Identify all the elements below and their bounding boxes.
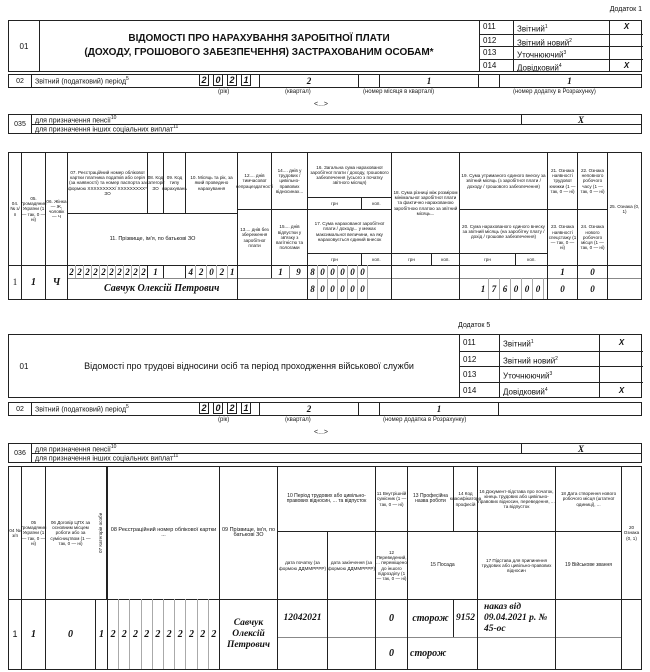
- b-header-15: 15 Посада: [407, 531, 477, 599]
- report-type-label: Звітний$^1$: [499, 335, 599, 351]
- year-caption-b: (рік): [218, 417, 230, 423]
- header-07: 07. Реєстраційний номер облікової картки платника податків або серія (за наявності) та номер паспорта за формою ХХХХХХХХХ/ ХХХХХХХХХ* ЗО: [67, 153, 147, 213]
- header-22: 22. Ознака неповного робочого часу (1 — так, 0 — ні): [577, 153, 607, 209]
- header-05: 05. Громадянин України (1 — так, 0 — ні): [21, 153, 45, 265]
- digit-cell[interactable]: 2: [132, 265, 140, 278]
- b-header-10b: дата закінчення (за формою ДДММРРРР): [327, 531, 375, 599]
- header-06: 06. Жінка — Ж, чоловік — Ч: [45, 153, 67, 265]
- b-header-17: 17 Підстава для припинення трудових або цивільно-правових відносин: [477, 531, 555, 599]
- row-withheld-sum[interactable]: [459, 278, 547, 299]
- quarter-caption-b: (квартал): [285, 417, 311, 423]
- b-header-18: 18 Дата створення нового робочого місця (штатної одиниці), ...: [555, 467, 621, 531]
- header-04: 04. № з/п: [10, 201, 20, 217]
- b-row-prof-code[interactable]: 9152: [453, 599, 477, 637]
- report-type-code: 014: [463, 385, 477, 395]
- form-header-block: [8, 20, 642, 72]
- digit-cell[interactable]: 0: [511, 278, 522, 299]
- b-header-20: 20 Ознака (0, 1): [621, 467, 641, 599]
- header-09: 09. Код типу нарахувань: [163, 153, 185, 213]
- report-type-mark[interactable]: [599, 352, 643, 368]
- b-row-gph[interactable]: 0: [45, 599, 95, 669]
- digit-cell[interactable]: 2: [108, 599, 119, 669]
- b-header-06: 06 Договір ЦПХ за основним місцем роботи або за сумісництвом (1 — так, 0 — ні): [45, 467, 95, 599]
- digit-cell[interactable]: 2: [140, 265, 148, 278]
- appendix-number-value[interactable]: 1: [499, 75, 639, 87]
- digit-cell[interactable]: 0: [533, 278, 544, 299]
- header-25: 25. Ознака (0, 1): [607, 153, 641, 265]
- row-month-year[interactable]: [185, 265, 237, 278]
- header-17-grn: грн: [307, 253, 361, 265]
- report-type-label: Звітний новий$^2$: [513, 35, 609, 48]
- report-type-list: [479, 21, 643, 71]
- digit-cell[interactable]: 2: [84, 265, 92, 278]
- digit-cell[interactable]: 0: [348, 265, 358, 278]
- digit-cell[interactable]: 0: [318, 278, 328, 299]
- year-caption: (рік): [218, 89, 230, 95]
- report-type-mark[interactable]: X: [599, 335, 643, 351]
- social-label-b: для призначення інших соціальних виплат$^{11}$: [35, 453, 179, 463]
- row-limited-sum[interactable]: [307, 278, 391, 299]
- digit-cell[interactable]: 0: [328, 278, 338, 299]
- report-type-row: [459, 366, 643, 382]
- pension-label: для призначення пенсії$^{10}$: [35, 115, 117, 125]
- row-name[interactable]: Савчук Олексій Петрович: [67, 278, 237, 299]
- digit-cell[interactable]: 1: [478, 278, 489, 299]
- b-row-name[interactable]: Савчук Олексій Петрович: [219, 599, 277, 669]
- header-14: 14.... днів у трудових / цивільно-правових відносинах...: [271, 153, 307, 209]
- b-row-internal[interactable]: 0: [375, 599, 407, 637]
- annex-5-label: Додаток 5: [458, 322, 491, 329]
- code-035: 035: [14, 120, 26, 128]
- header-15: 15.... днів відпустки у зв'язку з вагітністю та пологами: [271, 209, 307, 265]
- b-row-citizen[interactable]: 1: [21, 599, 45, 669]
- digit-cell[interactable]: 2: [130, 599, 141, 669]
- row-category[interactable]: 1: [147, 265, 163, 278]
- ellipsis-2: <...>: [314, 429, 329, 436]
- b-header-12: 12 Переведений, ... переміщено до іншого підрозділу (1 — так, 0 — ні): [375, 531, 407, 599]
- report-type-label: Уточнюючий$^3$: [499, 367, 599, 383]
- report-type-code: 011: [463, 338, 476, 347]
- form-title-b: Відомості про трудові відносини осіб та період проходження військової служби: [84, 361, 414, 371]
- appendix-caption: (номер додатку в Розрахунку): [513, 89, 596, 95]
- digit-cell[interactable]: 0: [207, 265, 217, 278]
- digit-cell[interactable]: 0: [358, 265, 368, 278]
- digit-box[interactable]: 0: [213, 74, 223, 86]
- b-header-10a: дата початку (за формою ДДММРРРР): [277, 531, 327, 599]
- b-header-09: 09 Прізвище, ім'я, по батькові ЗО: [219, 467, 277, 599]
- digit-cell[interactable]: 2: [76, 265, 84, 278]
- report-type-label: Звітний$^1$: [513, 21, 609, 34]
- report-type-list-b: [459, 335, 643, 397]
- digit-cell[interactable]: 0: [358, 278, 368, 299]
- b-row-category[interactable]: 1: [95, 599, 107, 669]
- digit-cell[interactable]: 2: [186, 599, 197, 669]
- header-23: 23. Ознака наявності спецстажу (1 — так, 0 — ні): [547, 209, 577, 265]
- b-header-16: 16 Документ-підстава про початок, кінець трудових або цивільно-правових відносин, переведення, ... та відпусток: [477, 467, 555, 531]
- b-header-13: 13 Професійна назва роботи: [407, 467, 453, 531]
- report-type-row: [459, 382, 643, 398]
- digit-box[interactable]: 2: [227, 402, 237, 414]
- report-type-label: Звітний новий$^2$: [499, 352, 599, 368]
- digit-cell[interactable]: 2: [209, 599, 220, 669]
- pension-mark[interactable]: X: [577, 114, 584, 125]
- report-type-code: 011: [483, 22, 496, 31]
- digit-cell[interactable]: 2: [142, 599, 153, 669]
- period-label-b: Звітний (податковий) період$^5$: [35, 404, 129, 414]
- digit-cell[interactable]: 2: [198, 599, 209, 669]
- header-17-kop: коп.: [361, 253, 391, 265]
- header-11: 11. Прізвище, ім'я, по батькові ЗО: [67, 213, 237, 265]
- header-19: 19. Сума утриманого єдиного внеску за звітний місяць (з заробітної плати / доходу / грошового забезпечення): [459, 153, 547, 209]
- social-label: для призначення інших соціальних виплат$^{11}$: [35, 124, 179, 134]
- b-header-07: 07 Категорія особи: [95, 467, 107, 599]
- b-row-reg-number[interactable]: [107, 599, 219, 669]
- title-line-1: ВІДОМОСТІ ПРО НАРАХУВАННЯ ЗАРОБІТНОЇ ПЛАТИ: [128, 33, 390, 44]
- digit-cell[interactable]: 2: [68, 265, 76, 278]
- header-19-kop: коп.: [515, 253, 547, 265]
- report-type-mark[interactable]: X: [609, 60, 643, 73]
- header-12: 12.... днів тимчасової непрацездатності: [237, 153, 271, 209]
- row-days-1[interactable]: 1: [271, 265, 289, 278]
- digit-cell[interactable]: 8: [308, 265, 318, 278]
- b-header-05: 05 Громадянин України (1 — так, 0 — ні): [21, 467, 45, 599]
- form-code-01-b: 01: [19, 361, 29, 371]
- report-type-label: Уточнюючий$^3$: [513, 47, 609, 60]
- row-number: 1: [12, 277, 18, 287]
- pension-label-b: для призначення пенсії$^{10}$: [35, 444, 117, 454]
- pension-mark-b[interactable]: X: [577, 443, 584, 454]
- digit-cell[interactable]: 2: [175, 599, 186, 669]
- b-header-11: 11 Внутрішній сумісник (1 — так, 0 — ні): [375, 467, 407, 531]
- report-type-label: Довідковий$^4$: [499, 383, 599, 399]
- digit-cell[interactable]: 1: [228, 265, 238, 278]
- period-code: 02: [16, 77, 24, 85]
- row-f21[interactable]: 1: [547, 265, 577, 278]
- quarter-value-b[interactable]: 2: [259, 403, 359, 415]
- header-18: 18. Сума різниці між розміром мінімальної заробітної плати та фактично нарахованою заробітною платою за звітний місяць...: [391, 153, 459, 253]
- header-08: 08. Код категорії ЗО: [147, 153, 163, 213]
- digit-box[interactable]: 2: [227, 74, 237, 86]
- digit-cell[interactable]: 6: [500, 278, 511, 299]
- digit-cell[interactable]: 2: [153, 599, 164, 669]
- row-tax-number[interactable]: [67, 265, 147, 278]
- b-header-14: 14 Код класифікатора професій: [453, 467, 477, 531]
- b-header-10: 10 Період трудових або цивільно-правових відносин, ... та відпусток: [277, 467, 375, 531]
- report-type-code: 012: [463, 354, 477, 364]
- header-21: 21. Ознака наявності трудової книжки (1 — так, 0 — ні): [547, 153, 577, 209]
- quarter-value[interactable]: 2: [259, 75, 359, 87]
- digit-cell[interactable]: 7: [489, 278, 500, 299]
- header-17: 17. Сума нарахованої заробітної плати / доходу... у межах максимальної величини, на яку нараховується єдиний внесок: [307, 209, 391, 253]
- digit-box[interactable]: 2: [199, 74, 209, 86]
- month-value[interactable]: 1: [379, 75, 479, 87]
- header-19-grn: грн: [459, 253, 515, 265]
- report-type-mark[interactable]: X: [609, 21, 643, 34]
- report-type-label: Довідковий$^4$: [513, 60, 609, 73]
- digit-cell[interactable]: 2: [108, 265, 116, 278]
- report-type-code: 014: [483, 60, 497, 70]
- digit-cell[interactable]: 2: [119, 599, 130, 669]
- report-type-mark[interactable]: [599, 367, 643, 383]
- header-18-grn: грн: [391, 253, 431, 265]
- purpose-block-b: [8, 443, 642, 463]
- row-charge-type[interactable]: [163, 265, 185, 278]
- header-10: 10. Місяць та рік, за який проведено нарахування: [185, 153, 237, 213]
- report-type-row: [479, 21, 643, 34]
- accrual-table: [8, 152, 642, 300]
- period-row: [8, 74, 642, 88]
- report-type-row: [479, 46, 643, 59]
- header-13: 13.... днів без збереження заробітної плати: [237, 209, 271, 265]
- digit-cell[interactable]: 0: [348, 278, 358, 299]
- row-f24[interactable]: 0: [577, 278, 607, 299]
- row-days-2[interactable]: 9: [289, 265, 307, 278]
- report-type-row: [459, 335, 643, 351]
- appendix-caption-b: (номер додатка в Розрахунку): [383, 417, 467, 423]
- quarter-caption: (квартал): [285, 89, 311, 95]
- digit-cell[interactable]: 0: [318, 265, 328, 278]
- digit-cell[interactable]: 0: [328, 265, 338, 278]
- header-16-kop: коп.: [361, 197, 391, 209]
- month-caption: (номер місяця в кварталі): [363, 89, 435, 95]
- period-label: Звітний (податковий) період$^5$: [35, 76, 129, 86]
- b-row-date-start[interactable]: 12042021: [277, 599, 327, 637]
- digit-cell[interactable]: 8: [308, 278, 318, 299]
- b-header-19: 19 Військове звання: [555, 531, 621, 599]
- digit-cell[interactable]: 0: [338, 278, 348, 299]
- form-title: [39, 23, 479, 69]
- header-20: 20. Сума нарахованого єдиного внеску за звітний місяць (на заробітну плату / дохід / грошове забезпечення): [459, 209, 547, 253]
- b-row-position[interactable]: сторож: [407, 637, 477, 669]
- report-type-row: [479, 34, 643, 47]
- report-type-code: 012: [483, 35, 497, 45]
- digit-cell[interactable]: 2: [124, 265, 132, 278]
- form-code-01: 01: [19, 41, 29, 51]
- digit-box[interactable]: 1: [241, 74, 251, 86]
- digit-cell[interactable]: 2: [164, 599, 175, 669]
- row-gender[interactable]: Ч: [45, 265, 67, 299]
- report-type-code: 013: [463, 370, 477, 379]
- digit-cell[interactable]: 2: [100, 265, 108, 278]
- period-row-b: [8, 402, 642, 416]
- digit-cell[interactable]: 2: [196, 265, 206, 278]
- b-row-transferred[interactable]: 0: [375, 637, 407, 669]
- appendix-number-value-b[interactable]: 1: [379, 403, 499, 415]
- row-citizen[interactable]: 1: [21, 265, 45, 299]
- digit-cell[interactable]: 2: [116, 265, 124, 278]
- b-row-profession[interactable]: сторож: [407, 599, 453, 637]
- header-16-grn: грн: [307, 197, 361, 209]
- report-type-row: [479, 59, 643, 72]
- digit-cell[interactable]: 4: [186, 265, 196, 278]
- b-header-04: 04 № з/п: [9, 527, 21, 538]
- b-row-number: 1: [12, 629, 18, 639]
- digit-cell[interactable]: 0: [522, 278, 533, 299]
- row-f22[interactable]: 0: [577, 265, 607, 278]
- report-type-mark[interactable]: X: [599, 383, 643, 399]
- row-f23[interactable]: 0: [547, 278, 577, 299]
- digit-cell[interactable]: 0: [338, 265, 348, 278]
- ellipsis-1: <...>: [314, 101, 329, 108]
- code-036: 036: [14, 449, 26, 457]
- purpose-block: [8, 114, 642, 134]
- row-total-sum[interactable]: [307, 265, 391, 278]
- b-row-document[interactable]: наказ від 09.04.2021 р. № 45-ос: [477, 599, 555, 637]
- header-18-kop: коп.: [431, 253, 459, 265]
- annex-1-label: Додаток 1: [609, 6, 642, 13]
- header-16: 16. Загальна сума нарахованої заробітної плати / доходу, грошового забезпечення (усього з початку звітного місяця): [307, 153, 391, 197]
- employment-table: [8, 466, 642, 670]
- digit-cell[interactable]: 2: [92, 265, 100, 278]
- digit-box[interactable]: 0: [213, 402, 223, 414]
- report-type-row: [459, 351, 643, 367]
- header-24: 24. Ознака нового робочого місця (1 — так, 0 — ні): [577, 209, 607, 265]
- digit-box[interactable]: 2: [199, 402, 209, 414]
- period-code-b: 02: [16, 405, 24, 413]
- report-type-code: 013: [483, 48, 497, 57]
- form-header-block-2: [8, 334, 642, 398]
- title-line-2: (ДОХОДУ, ГРОШОВОГО ЗАБЕЗПЕЧЕННЯ) ЗАСТРАХОВАНИМ ОСОБАМ*: [84, 47, 434, 58]
- digit-box[interactable]: 1: [241, 402, 251, 414]
- digit-cell[interactable]: 2: [217, 265, 227, 278]
- b-header-08: 08 Реєстраційний номер облікової картки ...: [107, 467, 219, 599]
